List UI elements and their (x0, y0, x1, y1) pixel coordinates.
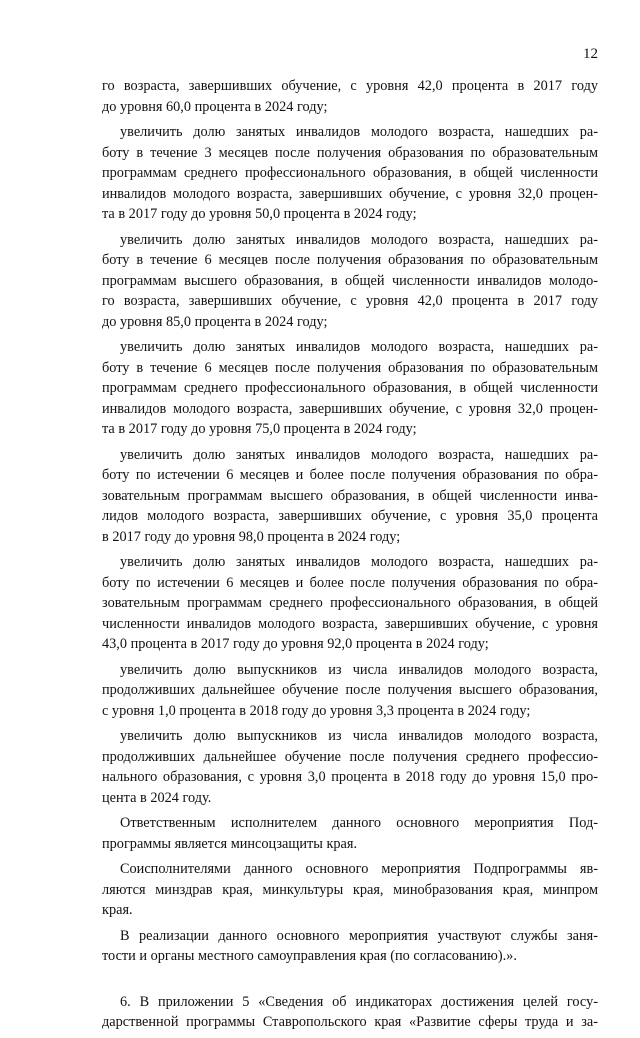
text-line: 43,0 процента в 2017 году до уровня 92,0 процента в 2024 году; (102, 636, 489, 652)
text-line: увеличить долю занятых инвалидов молодого возраста, нашедших ра- (120, 446, 598, 463)
text-line: зовательным программам среднего профессионального образования, в общей (102, 595, 598, 611)
paragraph (102, 926, 598, 967)
text-line: с уровня 1,0 процента в 2018 году до уровня 3,3 процента в 2024 году; (102, 702, 531, 719)
text-line: В реализации данного основного мероприятия участвуют службы заня- (120, 927, 598, 944)
text-line: боту в течение 6 месяцев после получения образования по образовательным (102, 252, 598, 268)
text-line: та в 2017 году до уровня 50,0 процента в 2024 году; (102, 206, 417, 222)
paragraph (102, 445, 598, 548)
text-line: до уровня 60,0 процента в 2024 году; (102, 98, 328, 115)
text-line: Соисполнителями данного основного мероприятия Подпрограммы яв- (120, 861, 598, 877)
text-line: программы является минсоцзащиты края. (102, 835, 358, 852)
text-line: увеличить долю выпускников из числа инвалидов молодого возраста, (120, 728, 598, 744)
text-line: программам высшего образования, в общей численности инвалидов молодо- (102, 272, 598, 289)
text-line: ляются минздрав края, минкультуры края, минобразования края, минпром (102, 881, 598, 898)
text-line: боту в течение 6 месяцев после получения образования по образовательным (102, 359, 598, 376)
text-line: боту по истечении 6 месяцев и более после получения образования по обра- (102, 574, 598, 591)
text-line: го возраста, завершивших обучение, с уровня 42,0 процента в 2017 году (102, 293, 598, 309)
text-line: до уровня 85,0 процента в 2024 году; (102, 313, 328, 330)
text-line: увеличить долю занятых инвалидов молодого возраста, нашедших ра- (120, 554, 598, 570)
text-line: численности инвалидов молодого возраста, завершивших обучение, с уровня (102, 615, 598, 632)
text-line: продолживших дальнейшее обучение после получения высшего образования, (102, 682, 598, 698)
text-line: увеличить долю занятых инвалидов молодого возраста, нашедших ра- (120, 339, 598, 355)
text-line: увеличить долю выпускников из числа инвалидов молодого возраста, (120, 661, 598, 678)
text-line: инвалидов молодого возраста, завершивших обучение, с уровня 32,0 процен- (102, 400, 598, 417)
paragraph (102, 813, 598, 854)
text-line: та в 2017 году до уровня 75,0 процента в 2024 году; (102, 421, 417, 437)
text-line: цента в 2024 году. (102, 789, 212, 806)
text-line: программам среднего профессионального образования, в общей численности (102, 165, 598, 181)
text-line: увеличить долю занятых инвалидов молодого возраста, нашедших ра- (120, 124, 598, 140)
paragraph (102, 859, 598, 921)
text-line: го возраста, завершивших обучение, с уровня 42,0 процента в 2017 году (102, 78, 598, 94)
text-line: увеличить долю занятых инвалидов молодого возраста, нашедших ра- (120, 231, 598, 248)
document-body (102, 76, 598, 1038)
text-line: края. (102, 902, 133, 918)
text-line: нального образования, с уровня 3,0 процента в 2018 году до уровня 15,0 про- (102, 769, 598, 785)
paragraph (102, 552, 598, 655)
paragraph-gap (102, 972, 598, 992)
text-line: лидов молодого возраста, завершивших обучение, с уровня 35,0 процента (102, 508, 598, 524)
text-line: зовательным программам высшего образования, в общей численности инва- (102, 487, 598, 504)
paragraph (102, 76, 598, 117)
text-line: в 2017 году до уровня 98,0 процента в 2024 году; (102, 528, 401, 545)
text-line: 6. В приложении 5 «Сведения об индикаторах достижения целей госу- (120, 993, 598, 1010)
text-line: тости и органы местного самоуправления края (по согласованию).». (102, 948, 517, 964)
paragraph (102, 726, 598, 808)
text-line: боту в течение 3 месяцев после получения образования по образовательным (102, 144, 598, 161)
paragraph (102, 992, 598, 1033)
page-number: 12 (583, 46, 598, 62)
paragraph (102, 660, 598, 722)
text-line: дарственной программы Ставропольского края «Развитие сферы труда и за- (102, 1014, 598, 1030)
text-line: инвалидов молодого возраста, завершивших обучение, с уровня 32,0 процен- (102, 185, 598, 202)
paragraph (102, 122, 598, 225)
paragraph (102, 230, 598, 333)
paragraph (102, 337, 598, 440)
text-line: продолживших дальнейшее обучение после получения среднего профессио- (102, 748, 598, 765)
text-line: боту по истечении 6 месяцев и более после получения образования по обра- (102, 467, 598, 483)
text-line: Ответственным исполнителем данного основного мероприятия Под- (120, 815, 598, 831)
text-line: программам среднего профессионального образования, в общей численности (102, 380, 598, 396)
